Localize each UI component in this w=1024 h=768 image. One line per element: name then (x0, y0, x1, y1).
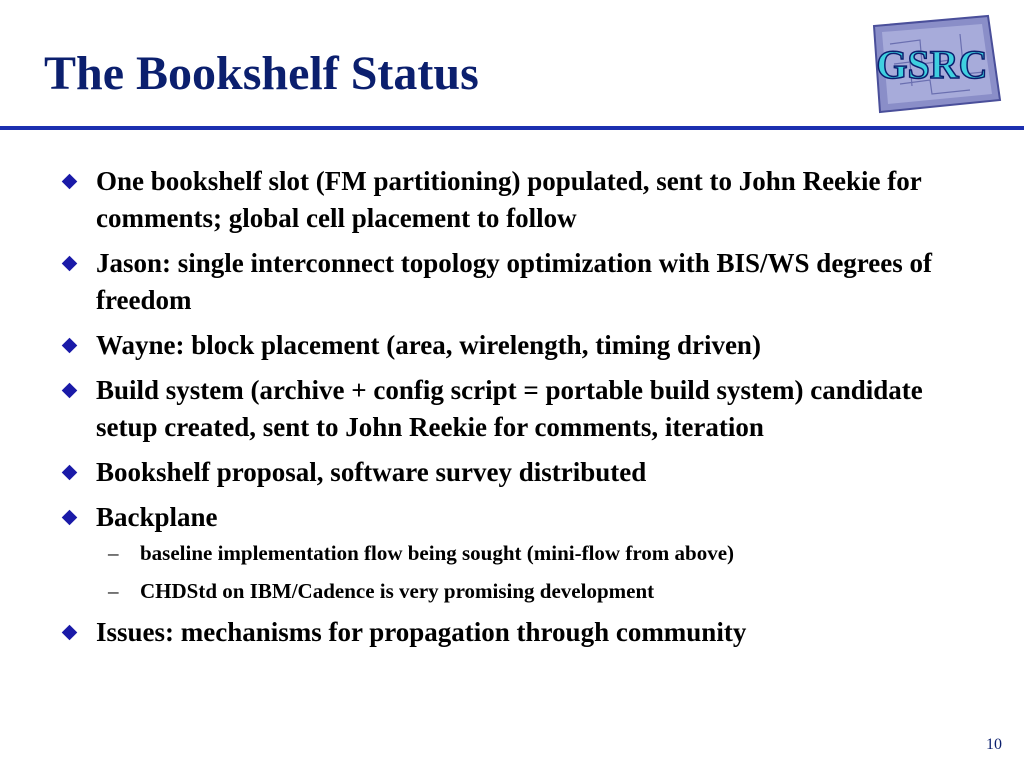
sub-bullet-text: baseline implementation flow being sought (mini-flow from above) (140, 541, 735, 565)
bullet-item (58, 372, 978, 446)
bullet-item (58, 163, 978, 237)
title-divider (0, 126, 1024, 130)
bullet-item (58, 245, 978, 319)
sub-bullet-item (104, 538, 978, 568)
dash-marker: – (108, 579, 119, 603)
bullet-item (58, 614, 978, 651)
diamond-bullet-icon (62, 338, 78, 354)
diamond-bullet-icon (62, 465, 78, 481)
bullet-list (58, 163, 978, 659)
bullet-text: Wayne: block placement (area, wirelength, timing driven) (96, 330, 761, 360)
bullet-item (58, 454, 978, 491)
dash-marker: – (108, 541, 119, 565)
diamond-bullet-icon (62, 510, 78, 526)
page-number: 10 (986, 736, 1002, 753)
sub-bullet-item (104, 576, 978, 606)
bullet-text: Backplane (96, 502, 218, 532)
bullet-text: Build system (archive + config script = portable build system) candidate setup created, sent to John Reekie for comments, iteration (96, 375, 923, 442)
gsrc-logo (860, 14, 1004, 114)
bullet-text: Bookshelf proposal, software survey distributed (96, 457, 647, 487)
diamond-bullet-icon (62, 383, 78, 399)
diamond-bullet-icon (62, 256, 78, 272)
bullet-item (58, 499, 978, 606)
bullet-text: Issues: mechanisms for propagation through community (96, 617, 747, 647)
slide-title: The Bookshelf Status (44, 47, 479, 100)
sub-bullet-list (104, 538, 978, 606)
diamond-bullet-icon (62, 174, 78, 190)
diamond-bullet-icon (62, 625, 78, 641)
bullet-text: One bookshelf slot (FM partitioning) populated, sent to John Reekie for comments; global cell placement to follow (96, 166, 922, 233)
sub-bullet-text: CHDStd on IBM/Cadence is very promising development (140, 579, 655, 603)
bullet-item (58, 327, 978, 364)
bullet-text: Jason: single interconnect topology optimization with BIS/WS degrees of freedom (96, 248, 933, 315)
logo-text: GSRC (876, 42, 988, 87)
